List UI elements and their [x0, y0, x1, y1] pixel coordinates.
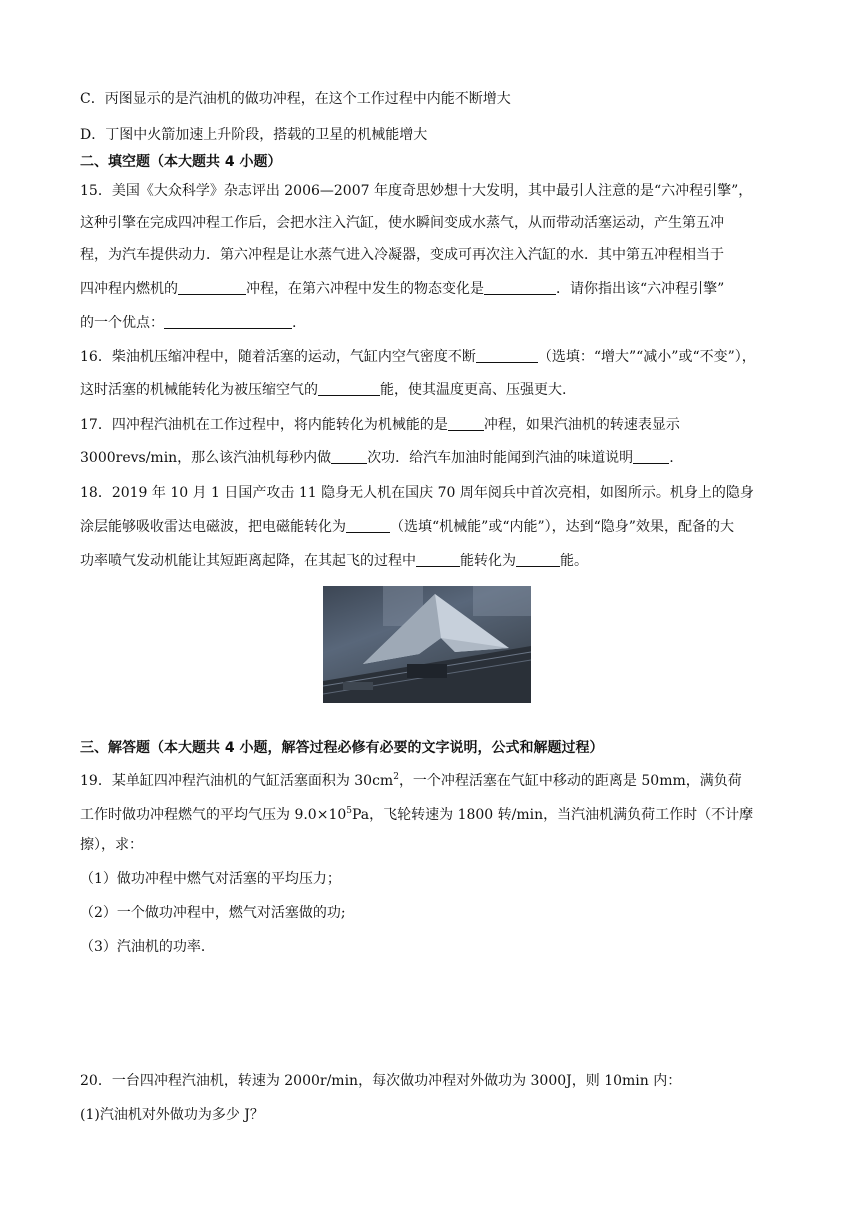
- answer-blank[interactable]: [346, 518, 390, 533]
- q19-sub-3: （3）汽油机的功率．: [80, 939, 215, 955]
- q17-text-e: .: [669, 450, 674, 466]
- q19-sup-b: 5: [346, 806, 352, 816]
- q19-line-2: [80, 802, 753, 824]
- answer-blank[interactable]: [484, 280, 556, 295]
- q17-line-2: [80, 449, 674, 467]
- drone-illustration: [323, 586, 531, 703]
- q17-line-1: [80, 416, 680, 434]
- q15-text-b: 冲程，在第六冲程中发生的物态变化是: [246, 281, 484, 297]
- q16-text-d: 能，使其温度更高、压强更大.: [380, 382, 567, 398]
- answer-blank[interactable]: [416, 552, 460, 567]
- answer-blank[interactable]: [633, 449, 669, 464]
- q16-text-b: （选填：“增大”“减小”或“不变”），: [537, 349, 756, 365]
- answer-blank[interactable]: [516, 552, 560, 567]
- answer-blank[interactable]: [164, 314, 292, 329]
- stealth-drone-photo: [323, 586, 531, 703]
- answer-blank[interactable]: [476, 348, 538, 363]
- section-3-heading: 三、解答题（本大题共 4 小题，解答过程必修有必要的文字说明，公式和解题过程）: [80, 740, 604, 756]
- q15-text-d: 的一个优点：: [80, 315, 164, 331]
- q17-text-c: 3000revs/min，那么该汽油机每秒内做: [80, 450, 332, 466]
- option-d: D．丁图中火箭加速上升阶段，搭载的卫星的机械能增大: [80, 127, 428, 143]
- option-c: C．丙图显示的是汽油机的做功冲程，在这个工作过程中内能不断增大: [80, 91, 511, 107]
- q15-text-a: 四冲程内燃机的: [80, 281, 178, 297]
- q15-text-e: .: [292, 315, 297, 331]
- q19-sup-a: 2: [393, 772, 399, 782]
- q19-sub-2: （2）一个做功冲程中，燃气对活塞做的功;: [80, 905, 346, 921]
- q16-line-2: [80, 381, 566, 399]
- q19-text-a: 19．某单缸四冲程汽油机的气缸活塞面积为 30cm: [80, 773, 394, 789]
- q18-line-3: [80, 552, 588, 570]
- q19-text-c: 工作时做功冲程燃气的平均气压为 9.0×10: [80, 807, 347, 823]
- q18-text-a: 涂层能够吸收雷达电磁波，把电磁能转化为: [80, 519, 346, 535]
- answer-blank[interactable]: [331, 449, 367, 464]
- q18-text-b: （选填“机械能”或“内能”），达到“隐身”效果，配备的大: [390, 519, 734, 535]
- q16-text-c: 这时活塞的机械能转化为被压缩空气的: [80, 382, 318, 398]
- q19-line-3: 擦），求：: [80, 837, 143, 853]
- q16-line-1: [80, 348, 756, 366]
- q15-text-c: ．请你指出该“六冲程引擎”: [556, 281, 725, 297]
- q15-line-2: 这种引擎在完成四冲程工作后，会把水注入汽缸，使水瞬间变成水蒸气，从而带动活塞运动，产生第五冲: [80, 215, 724, 231]
- q15-line-3: 程，为汽车提供动力．第六冲程是让水蒸气进入冷凝器，变成可再次注入汽缸的水．其中第五冲程相当于: [80, 247, 724, 263]
- answer-blank[interactable]: [448, 416, 484, 431]
- q19-text-d: Pa，飞轮转速为 1800 转/min，当汽油机满负荷工作时（不计摩: [352, 807, 754, 823]
- answer-blank[interactable]: [178, 280, 246, 295]
- q15-line-1: 15．美国《大众科学》杂志评出 2006—2007 年度奇思妙想十大发明，其中最引人注意的是“六冲程引擎”，: [80, 183, 753, 199]
- q17-text-a: 17．四冲程汽油机在工作过程中，将内能转化为机械能的是: [80, 417, 448, 433]
- q19-sub-1: （1）做功冲程中燃气对活塞的平均压力；: [80, 871, 341, 887]
- q17-text-b: 冲程，如果汽油机的转速表显示: [483, 417, 680, 433]
- q15-line-4: [80, 280, 724, 298]
- q16-text-a: 16．柴油机压缩冲程中，随着活塞的运动，气缸内空气密度不断: [80, 349, 476, 365]
- q20-sub-1: (1)汽油机对外做功为多少 J？: [80, 1107, 264, 1123]
- q18-text-c: 功率喷气发动机能让其短距离起降，在其起飞的过程中: [80, 553, 416, 569]
- q18-text-d: 能转化为: [460, 553, 516, 569]
- q19-text-b: ，一个冲程活塞在气缸中移动的距离是 50mm，满负荷: [398, 773, 742, 789]
- q20-line-1: 20．一台四冲程汽油机，转速为 2000r/min，每次做功冲程对外做功为 3000J，则 10min 内：: [80, 1073, 682, 1089]
- q18-line-1: 18．2019 年 10 月 1 日国产攻击 11 隐身无人机在国庆 70 周年阅兵中首次亮相，如图所示。机身上的隐身: [80, 485, 754, 501]
- q18-text-e: 能。: [560, 553, 588, 569]
- q18-line-2: [80, 518, 734, 536]
- q19-line-1: [80, 768, 742, 790]
- q17-text-d: 次功．给汽车加油时能闻到汽油的味道说明: [367, 450, 634, 466]
- answer-blank[interactable]: [318, 381, 380, 396]
- section-2-heading: 二、填空题（本大题共 4 小题）: [80, 154, 282, 170]
- q15-line-5: [80, 314, 296, 332]
